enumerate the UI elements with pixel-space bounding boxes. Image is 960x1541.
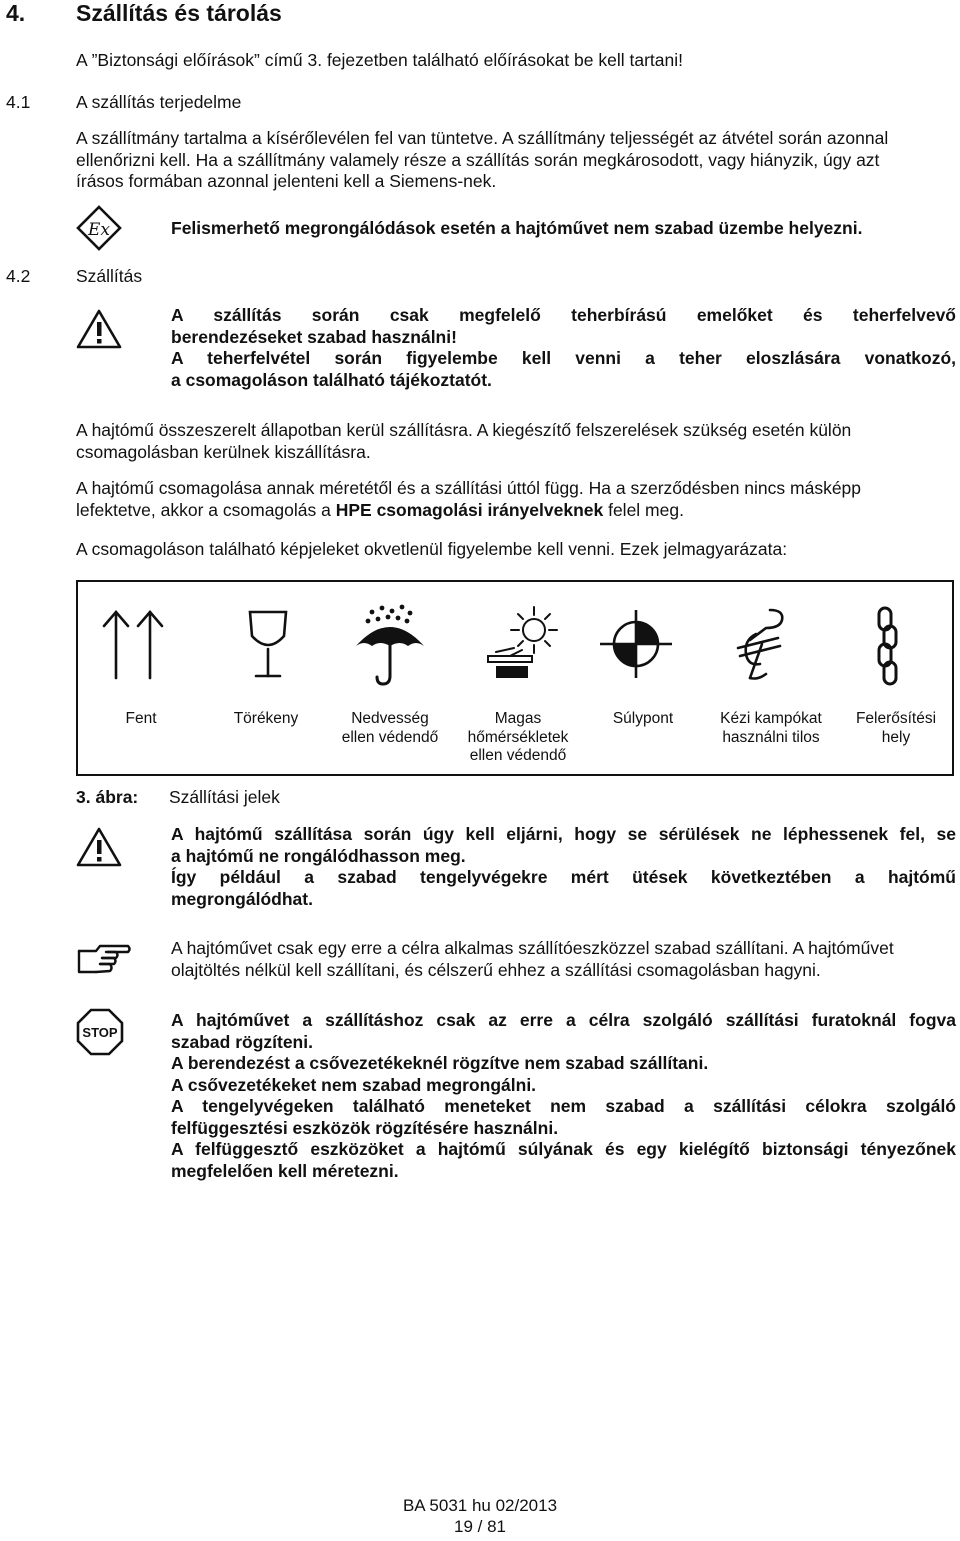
label-line: ellen védendő: [469, 747, 567, 764]
label-line: Fent: [125, 710, 157, 727]
label-line: Magas: [494, 710, 542, 727]
note-line: olajtöltés nélkül kell szállítani, és célszerű ehhez a szállítási csomagolásban hagyni.: [171, 959, 821, 980]
label-line: Súlypont: [612, 710, 674, 727]
section-title: Szállítás és tárolás: [76, 0, 282, 26]
symbol-label-keep-dry: [330, 710, 450, 747]
warning-triangle-icon: [76, 826, 122, 873]
ex-warning-text: Felismerhető megrongálódások esetén a hajtóművet nem szabad üzembe helyezni.: [171, 218, 863, 238]
assembled-paragraph: [76, 420, 958, 463]
warning-line: berendezéseket szabad használni!: [171, 326, 457, 347]
keep-dry-umbrella-icon: [350, 604, 430, 693]
section-intro: A ”Biztonsági előírások” című 3. fejezetben található előírásokat be kell tartani!: [76, 50, 683, 70]
stop-sign-icon: [76, 1008, 124, 1061]
symbol-label-sling: [838, 710, 954, 747]
warning-line: A felfüggesztő eszközöket a hajtómű súlyának és egy kielégítő biztonsági tényezőnek: [171, 1139, 956, 1159]
svg-text:Ex: Ex: [88, 220, 110, 240]
handling-warning-text: [171, 824, 956, 910]
figure-number: 3. ábra:: [76, 787, 139, 807]
footer-doc-ref: BA 5031 hu 02/2013: [402, 1496, 558, 1515]
paragraph-line: A hajtómű csomagolása annak méretétől és a szállítási úttól függ. Ha a szerződésben nincs másképp: [76, 478, 862, 498]
warning-line: A csővezetékeket nem szabad megrongálni.: [171, 1074, 537, 1095]
warning-line: felfüggesztési eszközök rögzítésére használni.: [171, 1117, 559, 1138]
packaging-paragraph: [76, 478, 958, 521]
warning-line: a csomagoláson található tájékoztatót.: [171, 369, 492, 390]
subsection-number-4-1: 4.1: [6, 92, 31, 112]
text-run: felel meg.: [603, 499, 684, 520]
label-line: Felerősítési: [855, 710, 937, 727]
warning-line: A tengelyvégeken található meneteket nem szabad a szállítási célokra szolgáló: [171, 1096, 956, 1116]
warning-line: szabad rögzíteni.: [171, 1031, 313, 1052]
note-line: A hajtóművet csak egy erre a célra alkalmas szállítóeszközzel szabad szállítani. A hajtóművet: [171, 938, 894, 958]
protect-from-heat-icon: [480, 604, 564, 689]
warning-line: megfelelően kell méretezni.: [171, 1160, 399, 1181]
ex-explosion-protection-icon: [76, 205, 122, 256]
figure-caption: Szállítási jelek: [169, 787, 280, 807]
center-of-gravity-icon: [596, 604, 676, 689]
transport-note-text: [171, 938, 956, 981]
warning-line: A teherfelvétel során figyelembe kell venni a teher eloszlására vonatkozó,: [171, 348, 956, 368]
transport-symbols-figure: [76, 580, 954, 776]
fragile-glass-icon: [238, 604, 298, 689]
paragraph-line: A szállítmány tartalma a kísérőlevélen fel van tüntetve. A szállítmány teljességét az átvétel során azonnal: [76, 128, 889, 148]
pointing-hand-note-icon: [76, 942, 132, 983]
footer: [0, 1495, 960, 1537]
subsection-number-4-2: 4.2: [6, 266, 31, 286]
paragraph-line: csomagolásban kerülnek kiszállításra.: [76, 441, 371, 462]
no-hand-hooks-icon: [726, 604, 796, 693]
subsection-title-4-2: Szállítás: [76, 266, 143, 286]
symbols-intro-paragraph: A csomagoláson található képjeleket okvetlenül figyelembe kell venni. Ezek jelmagyarázata:: [76, 539, 788, 559]
section-number: 4.: [6, 0, 26, 26]
symbol-label-no-hooks: [706, 710, 836, 747]
warning-line: A hajtómű szállítása során úgy kell eljárni, hogy se sérülések ne léphessenek fel, se: [171, 824, 956, 844]
stop-sign-label: STOP: [82, 1025, 118, 1040]
label-line: ellen védendő: [341, 728, 439, 746]
symbol-label-up: [96, 710, 186, 729]
warning-line: A hajtóművet a szállításhoz csak az erre a célra szolgáló szállítási furatoknál fogva: [171, 1010, 956, 1030]
warning-line: A berendezést a csővezetékeknél rögzítve nem szabad szállítani.: [171, 1053, 709, 1073]
label-line: Kézi kampókat: [720, 710, 822, 727]
paragraph-line: [76, 500, 958, 522]
label-line: hőmérsékletek: [467, 728, 569, 746]
warning-line: megrongálódhat.: [171, 888, 313, 909]
warning-line: Így például a szabad tengelyvégekre mért ütések következtében a hajtómű: [171, 867, 956, 887]
symbol-label-heat: [458, 710, 578, 766]
paragraph-line: A hajtómű összeszerelt állapotban kerül szállításra. A kiegészítő felszerelések szükség esetén külön: [76, 420, 852, 440]
hpe-guidelines-text: HPE csomagolási irányelveknek: [335, 499, 604, 520]
paragraph-line: írásos formában azonnal jelenteni kell a Siemens-nek.: [76, 171, 497, 191]
label-line: használni tilos: [722, 728, 820, 746]
this-way-up-icon: [98, 604, 168, 689]
lifting-warning-text: [171, 305, 956, 391]
warning-line: a hajtómű ne rongálódhasson meg.: [171, 845, 466, 866]
label-line: Nedvesség: [351, 710, 429, 727]
label-line: hely: [881, 728, 911, 746]
warning-triangle-icon: [76, 308, 122, 355]
text-run: lefektetve, akkor a csomagolás a: [76, 499, 336, 520]
stop-warning-text: [171, 1010, 956, 1182]
warning-line: A szállítás során csak megfelelő teherbírású emelőket és teherfelvevő: [171, 305, 956, 325]
paragraph-line: ellenőrizni kell. Ha a szállítmány valamely része a szállítás során megkárosodott, vagy hiányzik, úgy azt: [76, 149, 880, 170]
symbol-label-fragile: [216, 710, 316, 729]
delivery-paragraph: [76, 128, 958, 193]
label-line: Törékeny: [233, 710, 299, 727]
sling-here-chain-icon: [868, 604, 908, 693]
symbol-label-gravity: [588, 710, 698, 729]
subsection-title-4-1: A szállítás terjedelme: [76, 92, 242, 112]
footer-page-number: 19 / 81: [454, 1517, 506, 1536]
